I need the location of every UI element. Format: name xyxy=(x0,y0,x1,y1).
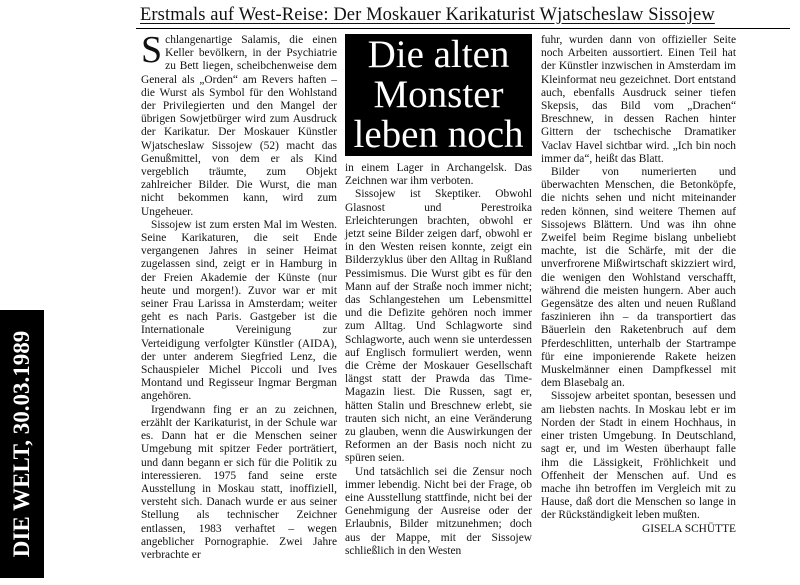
article-column-3 xyxy=(541,34,736,536)
headline-rule xyxy=(136,28,790,29)
title-line: Die alten xyxy=(367,33,510,76)
paragraph-text: chlangenartige Salamis, die einen Keller bevölkern, in der Psychiatrie zu Bett liegen, scheibchenweise dem General als „Orden“ am Revers haften – die Wurst als Symbol für den Wohlstand der Privilegierten und den Mangel der übrigen Sowjetbürger wird zum Ausdruck der Karikatur. Der Moskauer Künstler Wjatscheslaw Sissojew (52) macht das Genußmittel, von dem er als Kind vergeblich träumte, zum Objekt zahlreicher Bilder. Die Wurst, die man nicht bekommen kann, wird zum Ungeheuer. xyxy=(141,34,337,218)
author-byline: GISELA SCHÜTTE xyxy=(642,522,736,535)
article-title-box xyxy=(345,34,532,156)
paragraph: in einem Lager in Archangelsk. Das Zeichnen war ihm verboten. xyxy=(345,162,532,188)
article-column-1 xyxy=(141,29,337,562)
article-headline: Erstmals auf West-Reise: Der Moskauer Karikaturist Wjatscheslaw Sissojew xyxy=(140,5,715,25)
drop-cap: S xyxy=(141,29,163,71)
title-line: leben noch xyxy=(353,113,524,156)
paragraph: Bilder von numerierten und überwachten Menschen, die Betonköpfe, die nichts sehen und nicht miteinander reden können, sind weitere Themen auf Sissojews Blättern. Und was ihn ohne Zweifel beim Regime bislang unbeliebt machte, ist die Schärfe, mit der die unverfrorene Mißwirtschaft skizziert wird, die wenigen den Wohlstand verschafft, während die meisten hungern. Aber auch Gegensätze des alten und neuen Rußland faszinieren ihn – da transportiert das Bäuerlein den Raketenbruch auf dem Pferdeschlitten, unterhalb der Startrampe für eine imponierende Rakete heizen Muskelmänner einen Dampfkessel mit dem Blasebalg an. xyxy=(541,166,736,390)
title-line: Monster xyxy=(373,73,504,116)
paragraph xyxy=(141,29,337,219)
paragraph: Sissojew ist Skeptiker. Obwohl Glasnost und Perestroika Erleichterungen brachten, obwohl er jetzt seine Bilder zeigen darf, obwohl er in den Westen reisen konnte, zeigt ein Bilderzyklus über den Alltag in Rußland Pessimismus. Die Wurst gibt es für den Mann auf der Straße noch immer nicht; das Schlangestehen um Lebensmittel und die Defizite gehören noch immer zum Alltag. Und Schlagworte sind Schlagworte, auch wenn sie unterdessen auf Englisch formuliert werden, wenn die Crème der Moskauer Gesellschaft längst statt der Prawda das Time-Magazin liest. Die Russen, sagt er, hätten Stalin und Breschnew erlebt, sie trauten sich nicht, an eine Veränderung zu glauben, wenn die Auswirkungen der Reformen an der Basis noch nicht zu spüren seien. xyxy=(345,188,532,465)
paragraph: Sissojew ist zum ersten Mal im Westen. Seine Karikaturen, die seit Ende vergangenen Jahres in seiner Heimat zugelassen sind, zeigt er in Hamburg in der Freien Akademie der Künste (nur heute und morgen!). Zuvor war er mit seiner Frau Larissa in Amsterdam; weiter geht es nach Paris. Gastgeber ist die Internationale Vereinigung zur Verteidigung verfolgter Künstler (AIDA), der unter anderem Siegfried Lenz, die Schauspieler Michel Piccoli und Ives Montand und Regisseur Ingmar Bergman angehören. xyxy=(141,218,337,403)
article-column-2 xyxy=(345,162,532,558)
source-date-text: DIE WELT, 30.03.1989 xyxy=(9,330,34,558)
paragraph: Und tatsächlich sei die Zensur noch immer lebendig. Nicht bei der Frage, ob eine Ausstellung stattfinde, nicht bei der Genehmigung der Ausreise oder der Erlaubnis, Bilder mitzunehmen; doch aus der Mappe, mit der Sissojew schließlich in den Westen xyxy=(345,465,532,557)
paragraph: fuhr, wurden dann von offizieller Seite noch Arbeiten aussortiert. Einen Teil hat der Künstler inzwischen in Amsterdam im Kleinformat neu gezeichnet. Dort entstand auch, ebenfalls Ausdruck seiner tiefen Skepsis, das Bild vom „Drachen“ Breschnew, in dessen Rachen hinter Gittern der tschechische Dramatiker Vaclav Havel sichtbar wird. „Ich bin noch immer da“, heißt das Blatt. xyxy=(541,34,736,165)
paragraph: Irgendwann fing er an zu zeichnen, erzählt der Karikaturist, in der Schule war es. Dann hat er die Menschen seiner Umgebung mit spitzer Feder porträtiert, und dann begann er sich für die Politik zu interessieren. 1975 fand seine erste Ausstellung in Moskau statt, inoffiziell, versteht sich. Danach wurde er aus seiner Stellung als technischer Zeichner entlassen, 1983 verhaftet – wegen angeblicher Pornographie. Zwei Jahre verbrachte er xyxy=(141,403,337,561)
paragraph: Sissojew arbeitet spontan, besessen und am liebsten nachts. In Moskau lebt er im Norden der Stadt in einem Hochhaus, in einer tristen Umgebung. In Deutschland, sagt er, und im Westen überhaupt falle ihm die Lässigkeit, Fröhlichkeit und Offenheit der Menschen auf. Und es mache ihn betroffen im Vergleich mit zu Hause, daß dort die Menschen so lange in der Rückständigkeit leben mußten. xyxy=(541,390,736,522)
newspaper-source-label xyxy=(0,310,44,578)
